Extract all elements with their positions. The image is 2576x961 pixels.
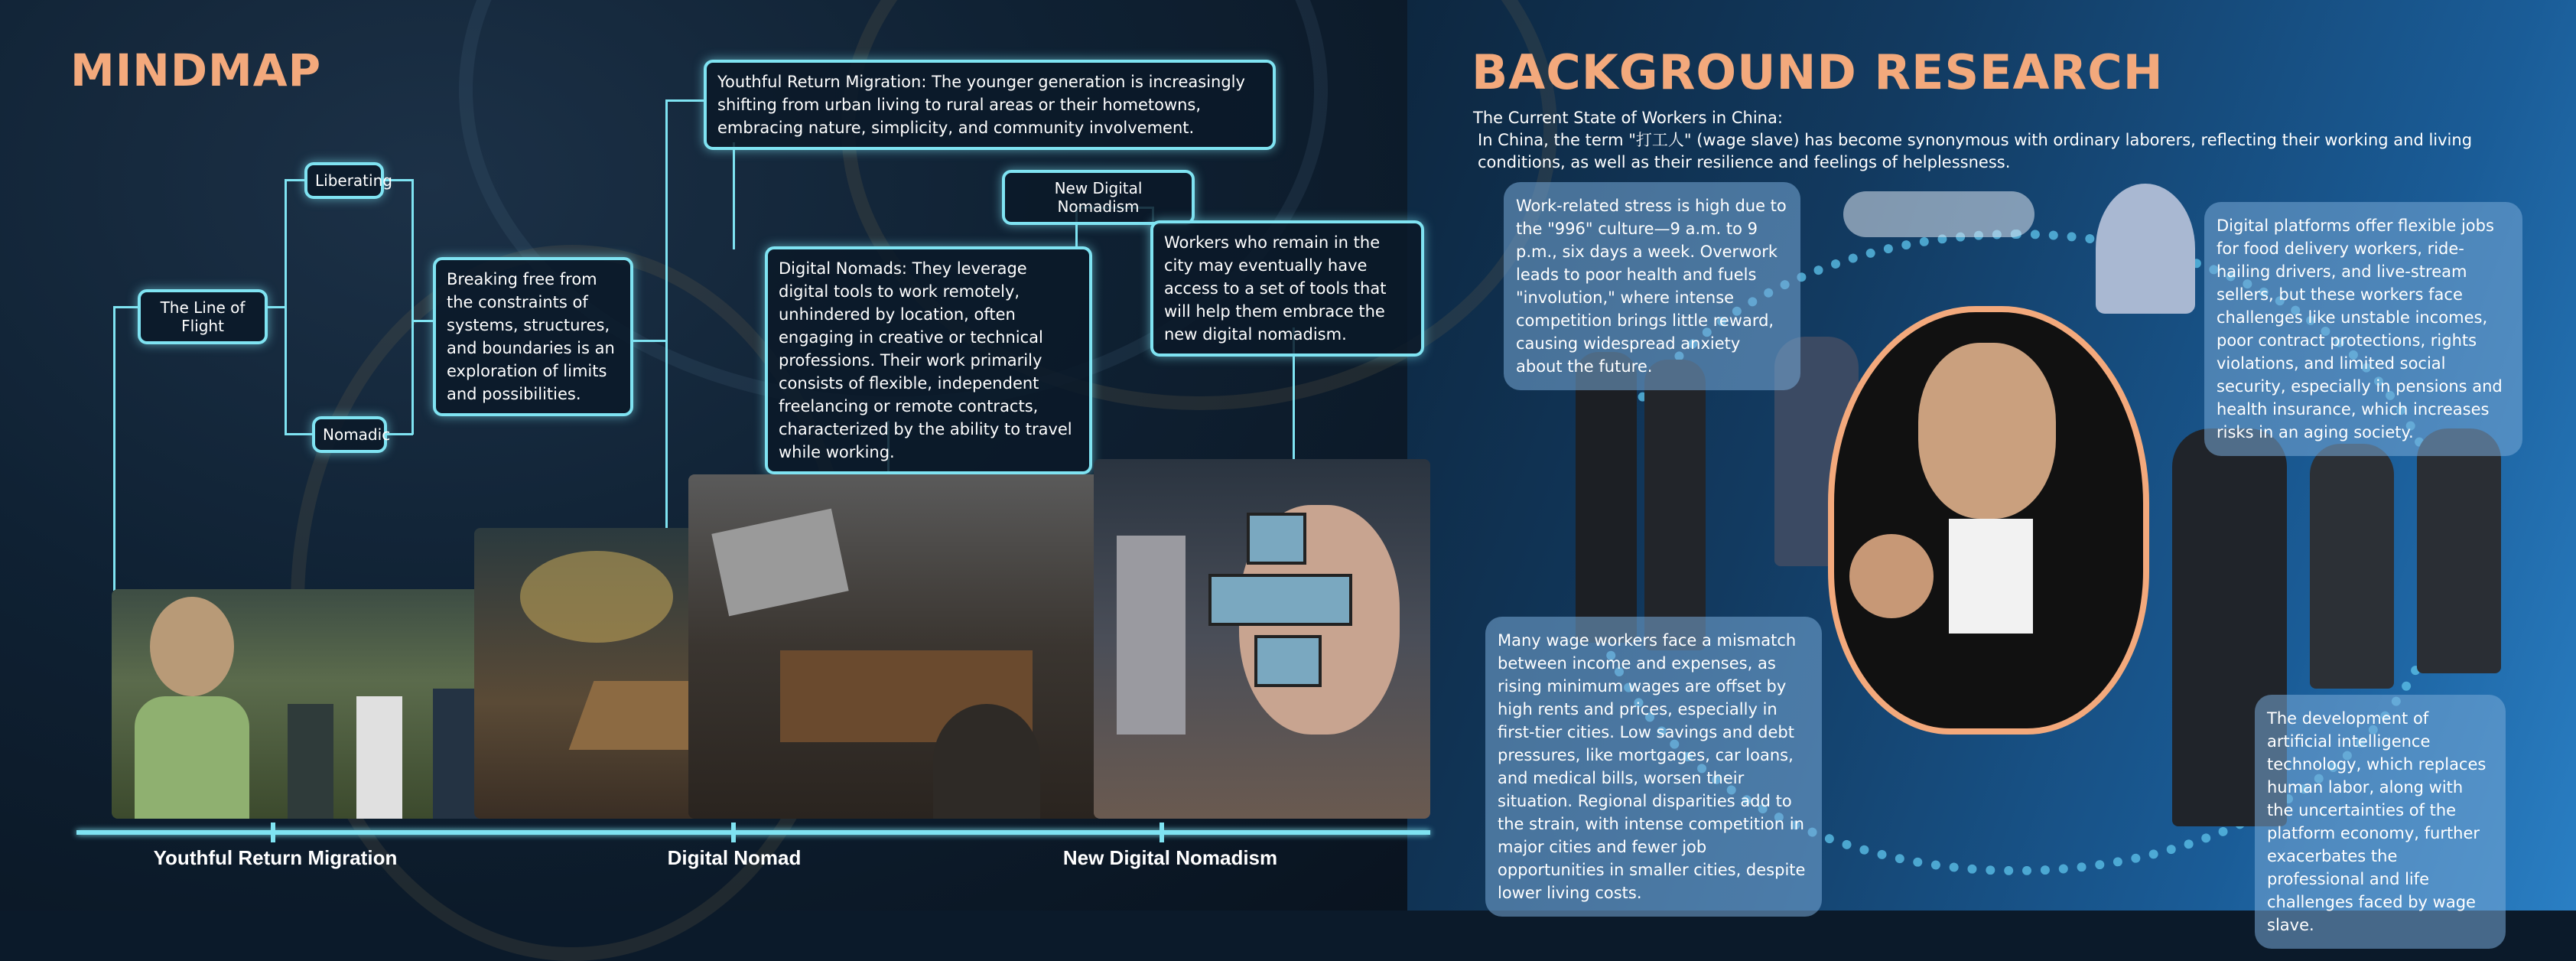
robot-arm-shape [1117,536,1186,735]
card-work-stress: Work-related stress is high due to the "996" culture—9 a.m. to 9 p.m., six days a week. Overwork leads to poor health and fuels "involution," where intense competition brings little reward, causing widespread anxiety about the future. [1504,182,1800,390]
node-liberating: Liberating [304,162,384,199]
node-digital-nomads: Digital Nomads: They leverage digital tools to work remotely, unhindered by location, often engaging in creative or technical professions. Their work primarily consists of flexible, independent freelancing or remote contracts, characterized by the ability to travel while working. [765,246,1092,474]
worker-figure [1644,360,1706,650]
face-shape [1918,343,2056,519]
screen-device [1247,513,1306,565]
hand-shape [1849,534,1934,618]
connector [285,179,306,181]
node-youthful-return-migration: Youthful Return Migration: The younger generation is increasingly shifting from urban living to rural areas or their hometowns, embracing nature, simplicity, and community involvement. [704,60,1276,150]
timeline-tick [1160,823,1164,842]
timeline-tick [271,823,275,842]
person-figure [356,696,402,819]
digital-nomad-photo [688,474,1101,819]
node-new-digital-nomadism: New Digital Nomadism [1002,170,1195,225]
mindmap-title: MINDMAP [70,44,322,96]
screen-device [1254,635,1322,687]
connector [632,340,667,342]
worker-figure [2417,428,2501,673]
timeline-label: Digital Nomad [667,846,802,869]
person-figure [433,689,479,819]
worker-figure [1576,352,1637,643]
node-nomadic: Nomadic [312,416,387,453]
person-figure [150,597,234,696]
connector [266,306,286,308]
umbrella-shape [520,551,673,643]
card-digital-platforms: Digital platforms offer flexible jobs for food delivery workers, ride-hailing drivers, and live-stream sellers, but these workers face challenges like unstable incomes, poor contract protections, rights violations, and limited social security, especially in pensions and health insurance, which increases risks in an aging society. [2204,202,2522,456]
node-workers-in-city: Workers who remain in the city may eventually have access to a set of tools that will help them embrace the new digital nomadism. [1150,220,1424,357]
connector [733,142,735,249]
node-breaking-free: Breaking free from the constraints of systems, structures, and boundaries is an exploration of limits and possibilities. [433,257,633,416]
person-figure [135,696,249,819]
person-figure [288,704,333,819]
research-intro [1473,107,2529,174]
person-figure [933,704,1040,819]
card-income-mismatch: Many wage workers face a mismatch between income and expenses, as rising minimum wages are offset by high rents and prices, especially in first-tier cities. Low savings and debt pressures, like mortgages, car loans, and medical bills, worsen their situation. Regional disparities add to the strain, with intense competition in major cities and fewer job opportunities in smaller cities, despite lower living costs. [1485,617,1822,917]
connector [113,306,115,591]
pointing-woman-figure [1828,306,2149,735]
connector [387,433,413,435]
laptop-shape [711,509,848,617]
livestream-figure [2096,184,2195,314]
connector [285,433,314,435]
intro-body: In China, the term "打工人" (wage slave) has become synonymous with ordinary laborers, reflecting their working and living conditions, as well as their resilience and feelings of helplessness. [1478,131,2473,171]
screen-device [1208,574,1352,626]
research-title: BACKGROUND RESEARCH [1472,44,2164,100]
connector [411,179,414,435]
timeline-label: New Digital Nomadism [1062,846,1278,869]
worker-figure [2310,444,2394,689]
timeline-tick [731,823,736,842]
cyborg-photo [1094,459,1430,819]
connector [411,320,434,322]
shirt-shape [1949,519,2033,634]
connector [285,179,287,433]
node-line-of-flight: The Line of Flight [138,289,268,344]
connector [113,306,139,308]
connector [665,99,668,589]
card-ai-development: The development of artificial intelligence technology, which replaces human labor, along with the uncertainties of the platform economy, further exacerbates the professional and life challenges faced by wage slave. [2255,695,2506,949]
timeline-label: Youthful Return Migration [153,846,398,869]
connector [665,99,704,102]
intro-heading: The Current State of Workers in China: [1473,109,1783,127]
crowd-figure [1843,191,2034,237]
timeline-bar [76,830,1430,835]
